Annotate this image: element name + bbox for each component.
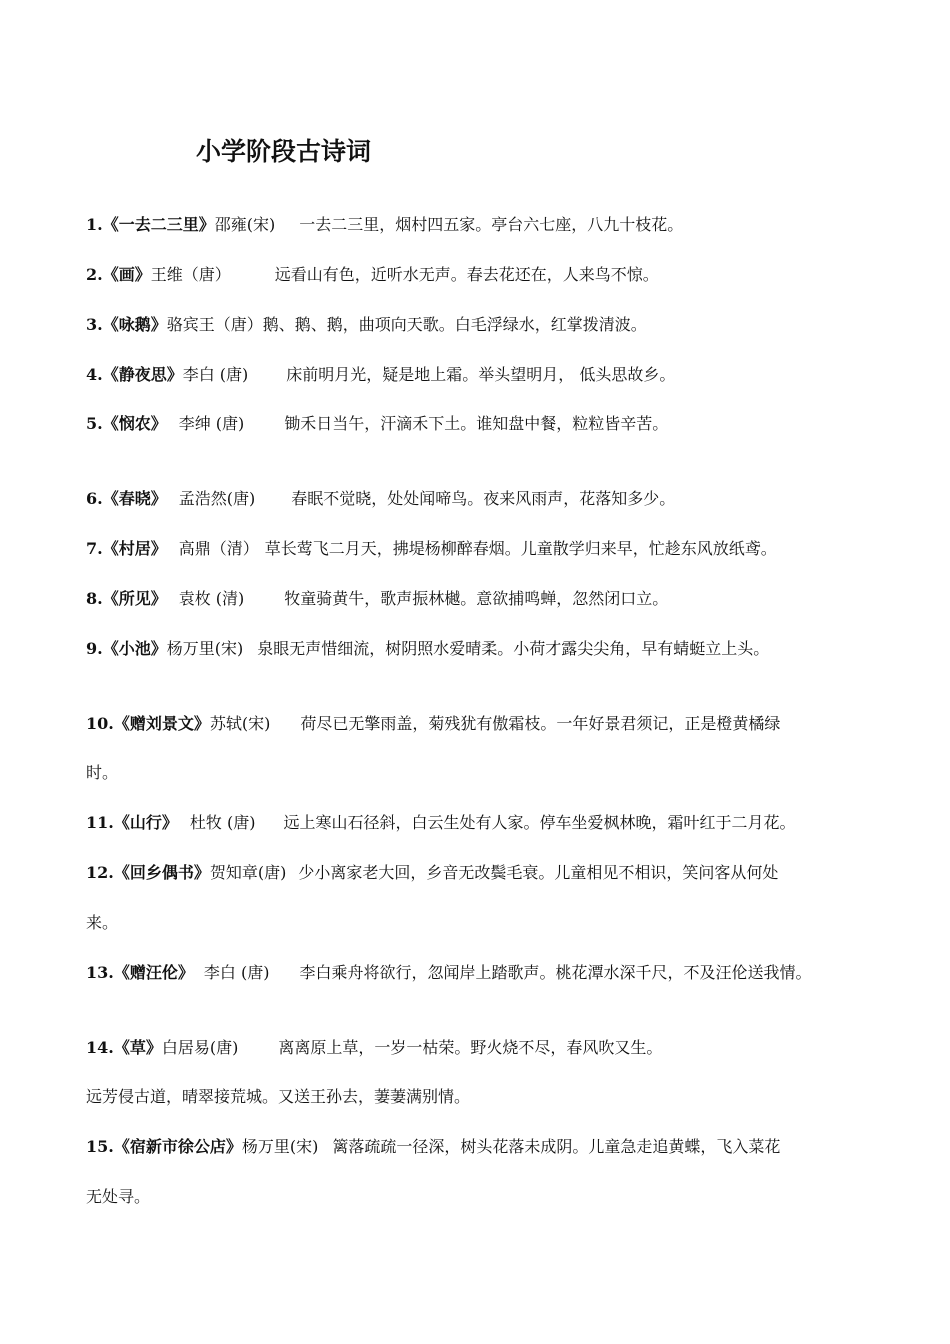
poem-number: 3. [86, 315, 103, 334]
poem-title: 《咏鹅》 [102, 315, 167, 334]
poem-5 [86, 412, 668, 436]
poem-text: 草长莺飞二月天，拂堤杨柳醉春烟。儿童散学归来早，忙趁东风放纸鸢。 [264, 539, 777, 558]
poem-author: 袁枚 (清) [178, 589, 245, 608]
poem-text: 鹅、鹅、鹅，曲项向天歌。白毛浮绿水，红掌拨清波。 [262, 315, 647, 334]
poem-number: 15. [86, 1137, 114, 1156]
poem-text: 泉眼无声惜细流，树阴照水爱晴柔。小荷才露尖尖角，早有蜻蜓立上头。 [257, 639, 770, 658]
poem-author: 李白 (唐) [203, 963, 270, 982]
poem-title: 《画》 [102, 265, 151, 284]
poem-text: 李白乘舟将欲行，忽闻岸上踏歌声。桃花潭水深千尺，不及汪伦送我情。 [299, 963, 812, 982]
poem-number: 7. [86, 539, 103, 558]
poem-author: 杜牧 (唐) [189, 813, 256, 832]
poem-text: 牧童骑黄牛，歌声振林樾。意欲捕鸣蝉，忽然闭口立。 [284, 589, 669, 608]
poem-title: 《所见》 [102, 589, 167, 608]
poem-6 [86, 487, 675, 511]
poem-text: 荷尽已无擎雨盖，菊残犹有傲霜枝。一年好景君须记，正是橙黄橘绿 [300, 714, 781, 733]
poem-author: 孟浩然(唐) [178, 489, 256, 508]
poem-author: 杨万里(宋) [166, 639, 244, 658]
poem-author: 邵雍(宋) [214, 215, 276, 234]
poem-number: 13. [86, 963, 114, 982]
poem-title: 《赠刘景文》 [113, 714, 210, 733]
poem-number: 12. [86, 863, 114, 882]
poem-title: 《赠汪伦》 [113, 963, 194, 982]
poem-number: 14. [86, 1038, 114, 1057]
poem-12-continuation: 来。 [86, 913, 119, 932]
poem-title: 《一去二三里》 [102, 215, 215, 234]
poem-3 [86, 313, 647, 337]
poem-number: 4. [86, 365, 103, 384]
poem-14-continuation: 远芳侵古道，晴翠接荒城。又送王孙去，萋萋满别情。 [86, 1087, 471, 1106]
poem-number: 11. [86, 813, 114, 832]
poem-text: 锄禾日当午，汗滴禾下土。谁知盘中餐，粒粒皆辛苦。 [284, 414, 669, 433]
poem-number: 6. [86, 489, 103, 508]
poem-title: 《静夜思》 [102, 365, 183, 384]
poem-number: 5. [86, 414, 103, 433]
poem-9 [86, 637, 769, 661]
poem-author: 贺知章(唐) [209, 863, 287, 882]
poem-text: 离离原上草，一岁一枯荣。野火烧不尽，春风吹又生。 [278, 1038, 663, 1057]
poem-author: 白居易(唐) [161, 1038, 239, 1057]
poem-number: 1. [86, 215, 103, 234]
poem-author: 苏轼(宋) [209, 714, 271, 733]
poem-title: 《回乡偶书》 [113, 863, 210, 882]
poem-author: 高鼎（清） [178, 539, 259, 558]
poem-text: 篱落疏疏一径深，树头花落未成阴。儿童急走追黄蝶，飞入菜花 [332, 1137, 781, 1156]
poem-text: 一去二三里，烟村四五家。亭台六七座，八九十枝花。 [299, 215, 684, 234]
poem-8 [86, 587, 668, 611]
poem-11 [86, 811, 795, 835]
poem-author: 李白 (唐) [182, 365, 249, 384]
poem-title: 《春晓》 [102, 489, 167, 508]
poem-1 [86, 213, 683, 237]
poem-text: 少小离家老大回，乡音无改鬓毛衰。儿童相见不相识，笑问客从何处 [298, 863, 779, 882]
poem-4 [86, 363, 675, 387]
poem-title: 《小池》 [102, 639, 167, 658]
poem-15-continuation: 无处寻。 [86, 1187, 151, 1206]
poem-10 [86, 712, 780, 736]
poem-text: 远看山有色，近听水无声。春去花还在，人来鸟不惊。 [274, 265, 659, 284]
poem-7 [86, 537, 777, 561]
poem-12 [86, 861, 778, 885]
poem-number: 10. [86, 714, 114, 733]
poem-number: 9. [86, 639, 103, 658]
poem-14 [86, 1036, 662, 1060]
poem-author: 骆宾王（唐） [166, 315, 263, 334]
poem-number: 2. [86, 265, 103, 284]
page-title: 小学阶段古诗词 [196, 137, 372, 166]
poem-author: 杨万里(宋) [241, 1137, 319, 1156]
poem-text: 春眠不觉晓，处处闻啼鸟。夜来风雨声，花落知多少。 [291, 489, 676, 508]
poem-title: 《村居》 [102, 539, 167, 558]
poem-title: 《草》 [113, 1038, 162, 1057]
poem-number: 8. [86, 589, 103, 608]
poem-15 [86, 1135, 780, 1159]
poem-title: 《悯农》 [102, 414, 167, 433]
poem-title: 《山行》 [113, 813, 178, 832]
poem-title: 《宿新市徐公店》 [113, 1137, 242, 1156]
poem-10-continuation: 时。 [86, 763, 119, 782]
poem-13 [86, 961, 811, 985]
poem-text: 床前明月光，疑是地上霜。举头望明月， 低头思故乡。 [286, 365, 676, 384]
poem-author: 王维（唐） [150, 265, 231, 284]
poem-text: 远上寒山石径斜，白云生处有人家。停车坐爱枫林晚，霜叶红于二月花。 [283, 813, 796, 832]
poem-2 [86, 263, 659, 287]
poem-author: 李绅 (唐) [178, 414, 245, 433]
